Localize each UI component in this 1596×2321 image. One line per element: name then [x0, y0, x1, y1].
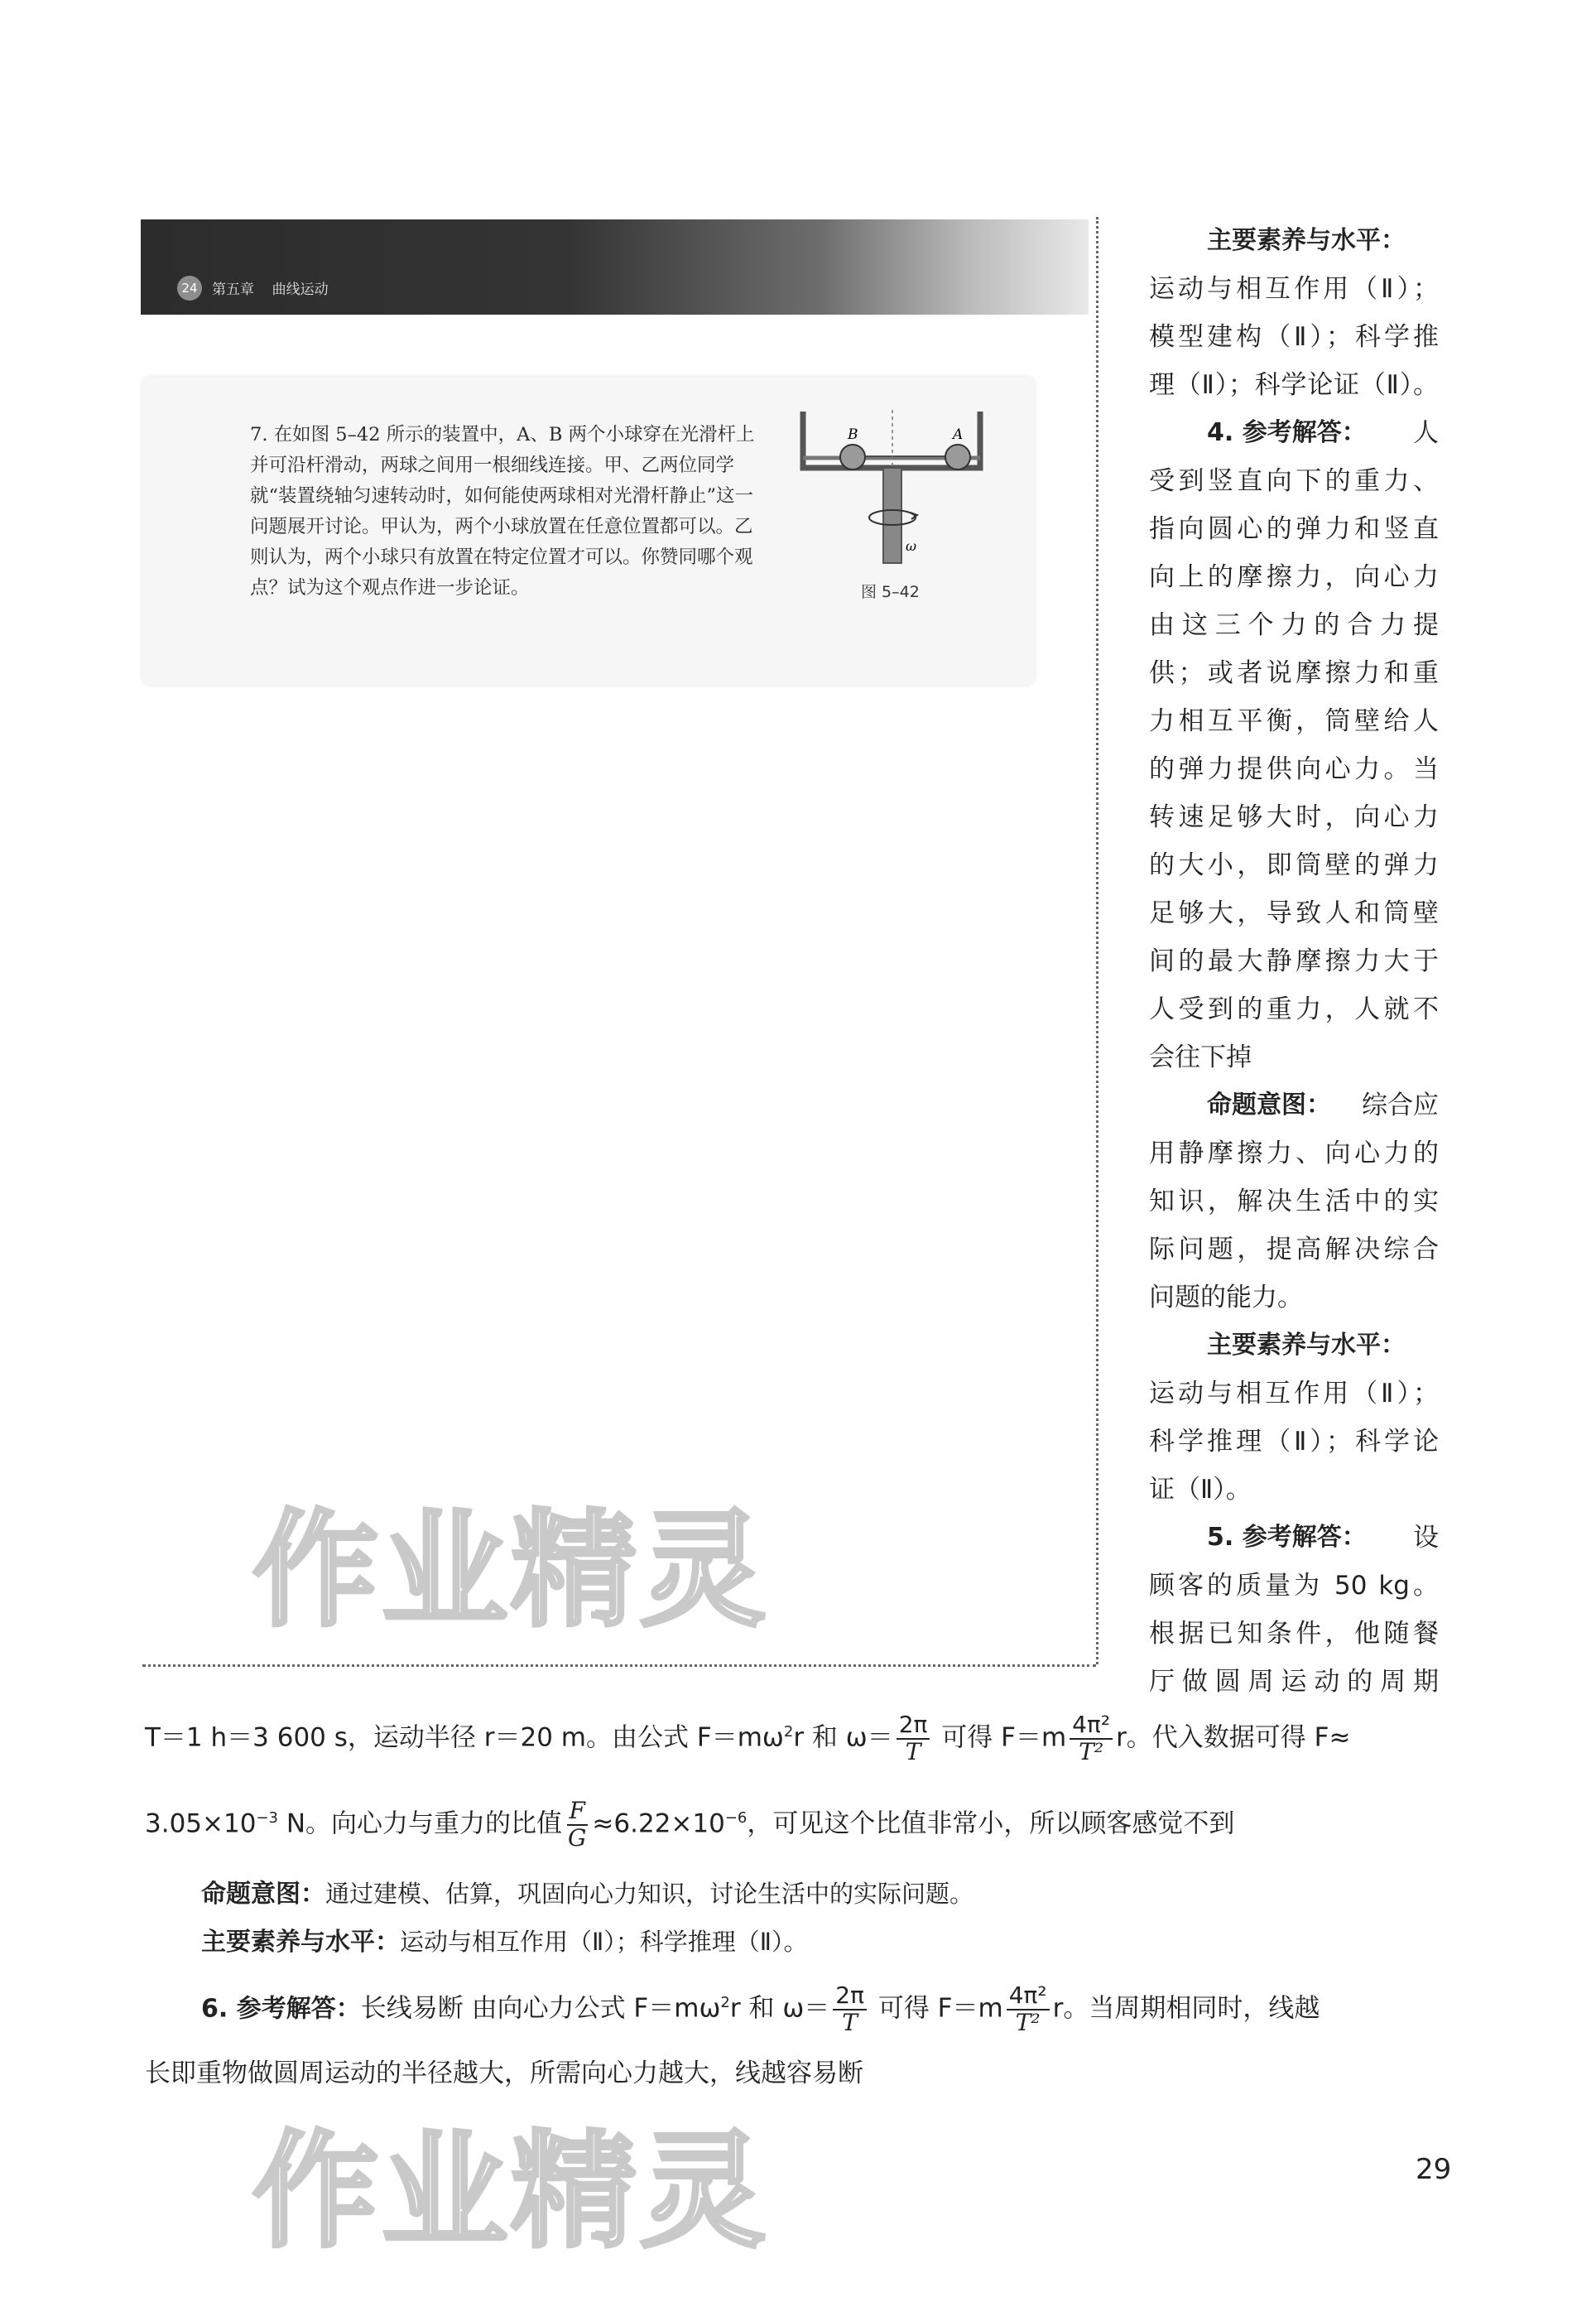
literacy-heading: 主要素养与水平：: [1207, 226, 1406, 255]
text-line: 由这三个力的合力提: [1149, 610, 1439, 640]
omega-label: ω: [906, 538, 917, 554]
watermark-upper: 作业精灵: [252, 1497, 769, 1644]
text-line: 问题的能力。: [1149, 1283, 1303, 1312]
text-fragment: r 和 ω＝: [793, 1722, 893, 1753]
text-fragment: N。向心力与重力的比值: [278, 1808, 563, 1839]
answer-5-intent-line: [201, 1873, 973, 1909]
fraction-2pi-over-t: $\frac{2\pi}{T}$: [833, 1983, 867, 2036]
chapter-header-band: [141, 219, 1089, 315]
ball-a: [945, 445, 970, 469]
text-fragment: ，可见这个比值非常小，所以顾客感觉不到: [747, 1808, 1235, 1839]
answer-6-continuation: 长即重物做圆周运动的半径越大，所需向心力越大，线越容易断: [145, 2059, 863, 2088]
literacy-label: 主要素养与水平：: [201, 1928, 400, 1957]
source-page-badge: 24: [177, 276, 202, 301]
axis-shaft: [883, 468, 901, 563]
problem-7-text: 7. 在如图 5–42 所示的装置中，A、B 两个小球穿在光滑杆上并可沿杆滑动，两球之间用一根细线连接。甲、乙两位同学就“装置绕轴匀速转动时，如何能使两球相对光滑杆静止”这一问题展开讨论。甲认为，两个小球放置在任意位置都可以。乙则认为，两个小球只有放置在特定位置才可以。你赞同哪个观点？试为这个观点作进一步论证。: [250, 424, 755, 599]
text-line: 用静摩擦力、向心力的: [1149, 1139, 1439, 1168]
rotating-rod-diagram: [796, 410, 987, 567]
text-line: 模型建构（Ⅱ）；科学推: [1149, 322, 1439, 352]
text-line: 证（Ⅱ）。: [1149, 1475, 1252, 1505]
text-line: 际问题，提高解决综合: [1149, 1235, 1439, 1264]
column-divider-vertical: [1096, 217, 1098, 1664]
literacy-heading: 主要素养与水平：: [1207, 1331, 1406, 1360]
text-fragment: r。当周期相同时，线越: [1052, 1993, 1320, 2024]
intent-heading-line: [1149, 1081, 1439, 1129]
answer-5-literacy-line: [201, 1921, 808, 1957]
text-line: 运动与相互作用（Ⅱ）；: [1149, 274, 1439, 304]
text-fragment: r 和 ω＝: [729, 1993, 830, 2024]
fraction-4pi2-over-t2: $\frac{\text{4π²}}{\text{T²}}$: [1007, 1983, 1050, 2036]
text-fragment: ≈6.22×10: [592, 1808, 725, 1839]
answer-5-label: 5. 参考解答：: [1207, 1523, 1367, 1552]
text-line: 间的最大静摩擦力大于: [1149, 946, 1439, 976]
ball-a-label: A: [953, 426, 964, 443]
answer-6-label: 6. 参考解答：: [201, 1994, 361, 2024]
ball-b: [840, 445, 865, 469]
text-line: 顾客的质量为 50 kg。: [1149, 1571, 1439, 1601]
text-line: 受到竖直向下的重力、: [1149, 466, 1439, 496]
answer-6-line: 6. 参考解答：长线易断 由向心力公式 $F=m\omega^2r$ 和 ω＝ $\frac{2\pi}{T}$ 可得 F＝m $\frac{\text{4π²}}{\text{T²}}$ r。当周期相同时，线越: [201, 1982, 1320, 2036]
fraction-f-over-g: $\frac{F}{G}$: [568, 1797, 587, 1852]
answer-5-formula-line: T＝1 h＝3 600 s，运动半径 r＝20 m。由公式 $F=m\omega^2r$ 和 ω＝ $\frac{2\pi}{T}$ 可得 F＝m $\frac{\text{4π²}}{\text{T²}}$ r。代入数据可得 F≈: [145, 1711, 1351, 1765]
answer-4-heading-line: [1149, 409, 1439, 457]
text-line: 理（Ⅱ）；科学论证（Ⅱ）。: [1149, 370, 1439, 400]
text-line: 的弹力提供向心力。当: [1149, 754, 1439, 784]
figure-5-42: [796, 410, 987, 567]
text-line: 运动与相互作用（Ⅱ）；: [1149, 1379, 1439, 1408]
text-line: 指向圆心的弹力和竖直: [1149, 514, 1439, 544]
text-line: 会往下掉: [1149, 1043, 1252, 1072]
problem-7-box: [142, 377, 1035, 685]
text-fragment: 综合应: [1362, 1091, 1439, 1120]
fraction-4pi2-over-t2: $\frac{\text{4π²}}{\text{T²}}$: [1070, 1712, 1113, 1765]
text-line: 供；或者说摩擦力和重: [1149, 658, 1439, 688]
answer-5-heading-line: [1149, 1514, 1439, 1562]
intent-label: 命题意图：: [201, 1880, 325, 1909]
text-fragment: 通过建模、估算，巩固向心力知识，讨论生活中的实际问题。: [325, 1880, 974, 1908]
text-line: 知识，解决生活中的实: [1149, 1187, 1439, 1216]
text-fragment: r。代入数据可得 F≈: [1116, 1722, 1351, 1753]
text-line: 厅做圆周运动的周期: [1149, 1667, 1439, 1697]
text-fragment: 设: [1413, 1523, 1439, 1553]
intent-label: 命题意图：: [1207, 1091, 1331, 1120]
text-fragment: T＝1 h＝3 600 s，运动半径 r＝20 m。由公式 F＝mω: [145, 1722, 784, 1753]
watermark-lower: 作业精灵: [252, 2118, 769, 2265]
text-line: 向上的摩擦力，向心力: [1149, 562, 1439, 592]
ball-b-label: B: [848, 426, 858, 443]
text-fragment: 人: [1413, 418, 1439, 448]
figure-caption: 图 5–42: [861, 583, 920, 601]
text-fragment: 可得 F＝m: [869, 1993, 1003, 2024]
text-line: 的大小，即筒壁的弹力: [1149, 850, 1439, 880]
text-fragment: 运动与相互作用（Ⅱ）；科学推理（Ⅱ）。: [400, 1928, 808, 1956]
text-line: 力相互平衡，筒壁给人: [1149, 706, 1439, 736]
text-line: 人受到的重力，人就不: [1149, 994, 1439, 1024]
column-divider-horizontal: [142, 1664, 1096, 1667]
answer-5-result-line: $3.05\times 10^{-3}$ N。向心力与重力的比值 $\frac{F}{G}$ $\approx 6.22\times 10^{-6}$，可见这个比值非常小，所以顾客感觉不到: [145, 1797, 1235, 1852]
text-line: 根据已知条件，他随餐: [1149, 1619, 1439, 1649]
fraction-2pi-over-t: $\frac{2\pi}{T}$: [897, 1712, 930, 1765]
chapter-title: 第五章 曲线运动: [212, 282, 329, 298]
text-fragment: 可得 F＝m: [933, 1722, 1067, 1753]
text-line: 科学推理（Ⅱ）；科学论: [1149, 1427, 1439, 1457]
page-number: 29: [1416, 2153, 1452, 2186]
text-line: 转速足够大时，向心力: [1149, 802, 1439, 832]
answer-4-label: 4. 参考解答：: [1207, 418, 1367, 447]
text-line: 足够大，导致人和筒壁: [1149, 898, 1439, 928]
text-fragment: 长线易断 由向心力公式 F＝mω: [360, 1993, 721, 2024]
text-fragment: 3.05×10: [145, 1808, 257, 1839]
